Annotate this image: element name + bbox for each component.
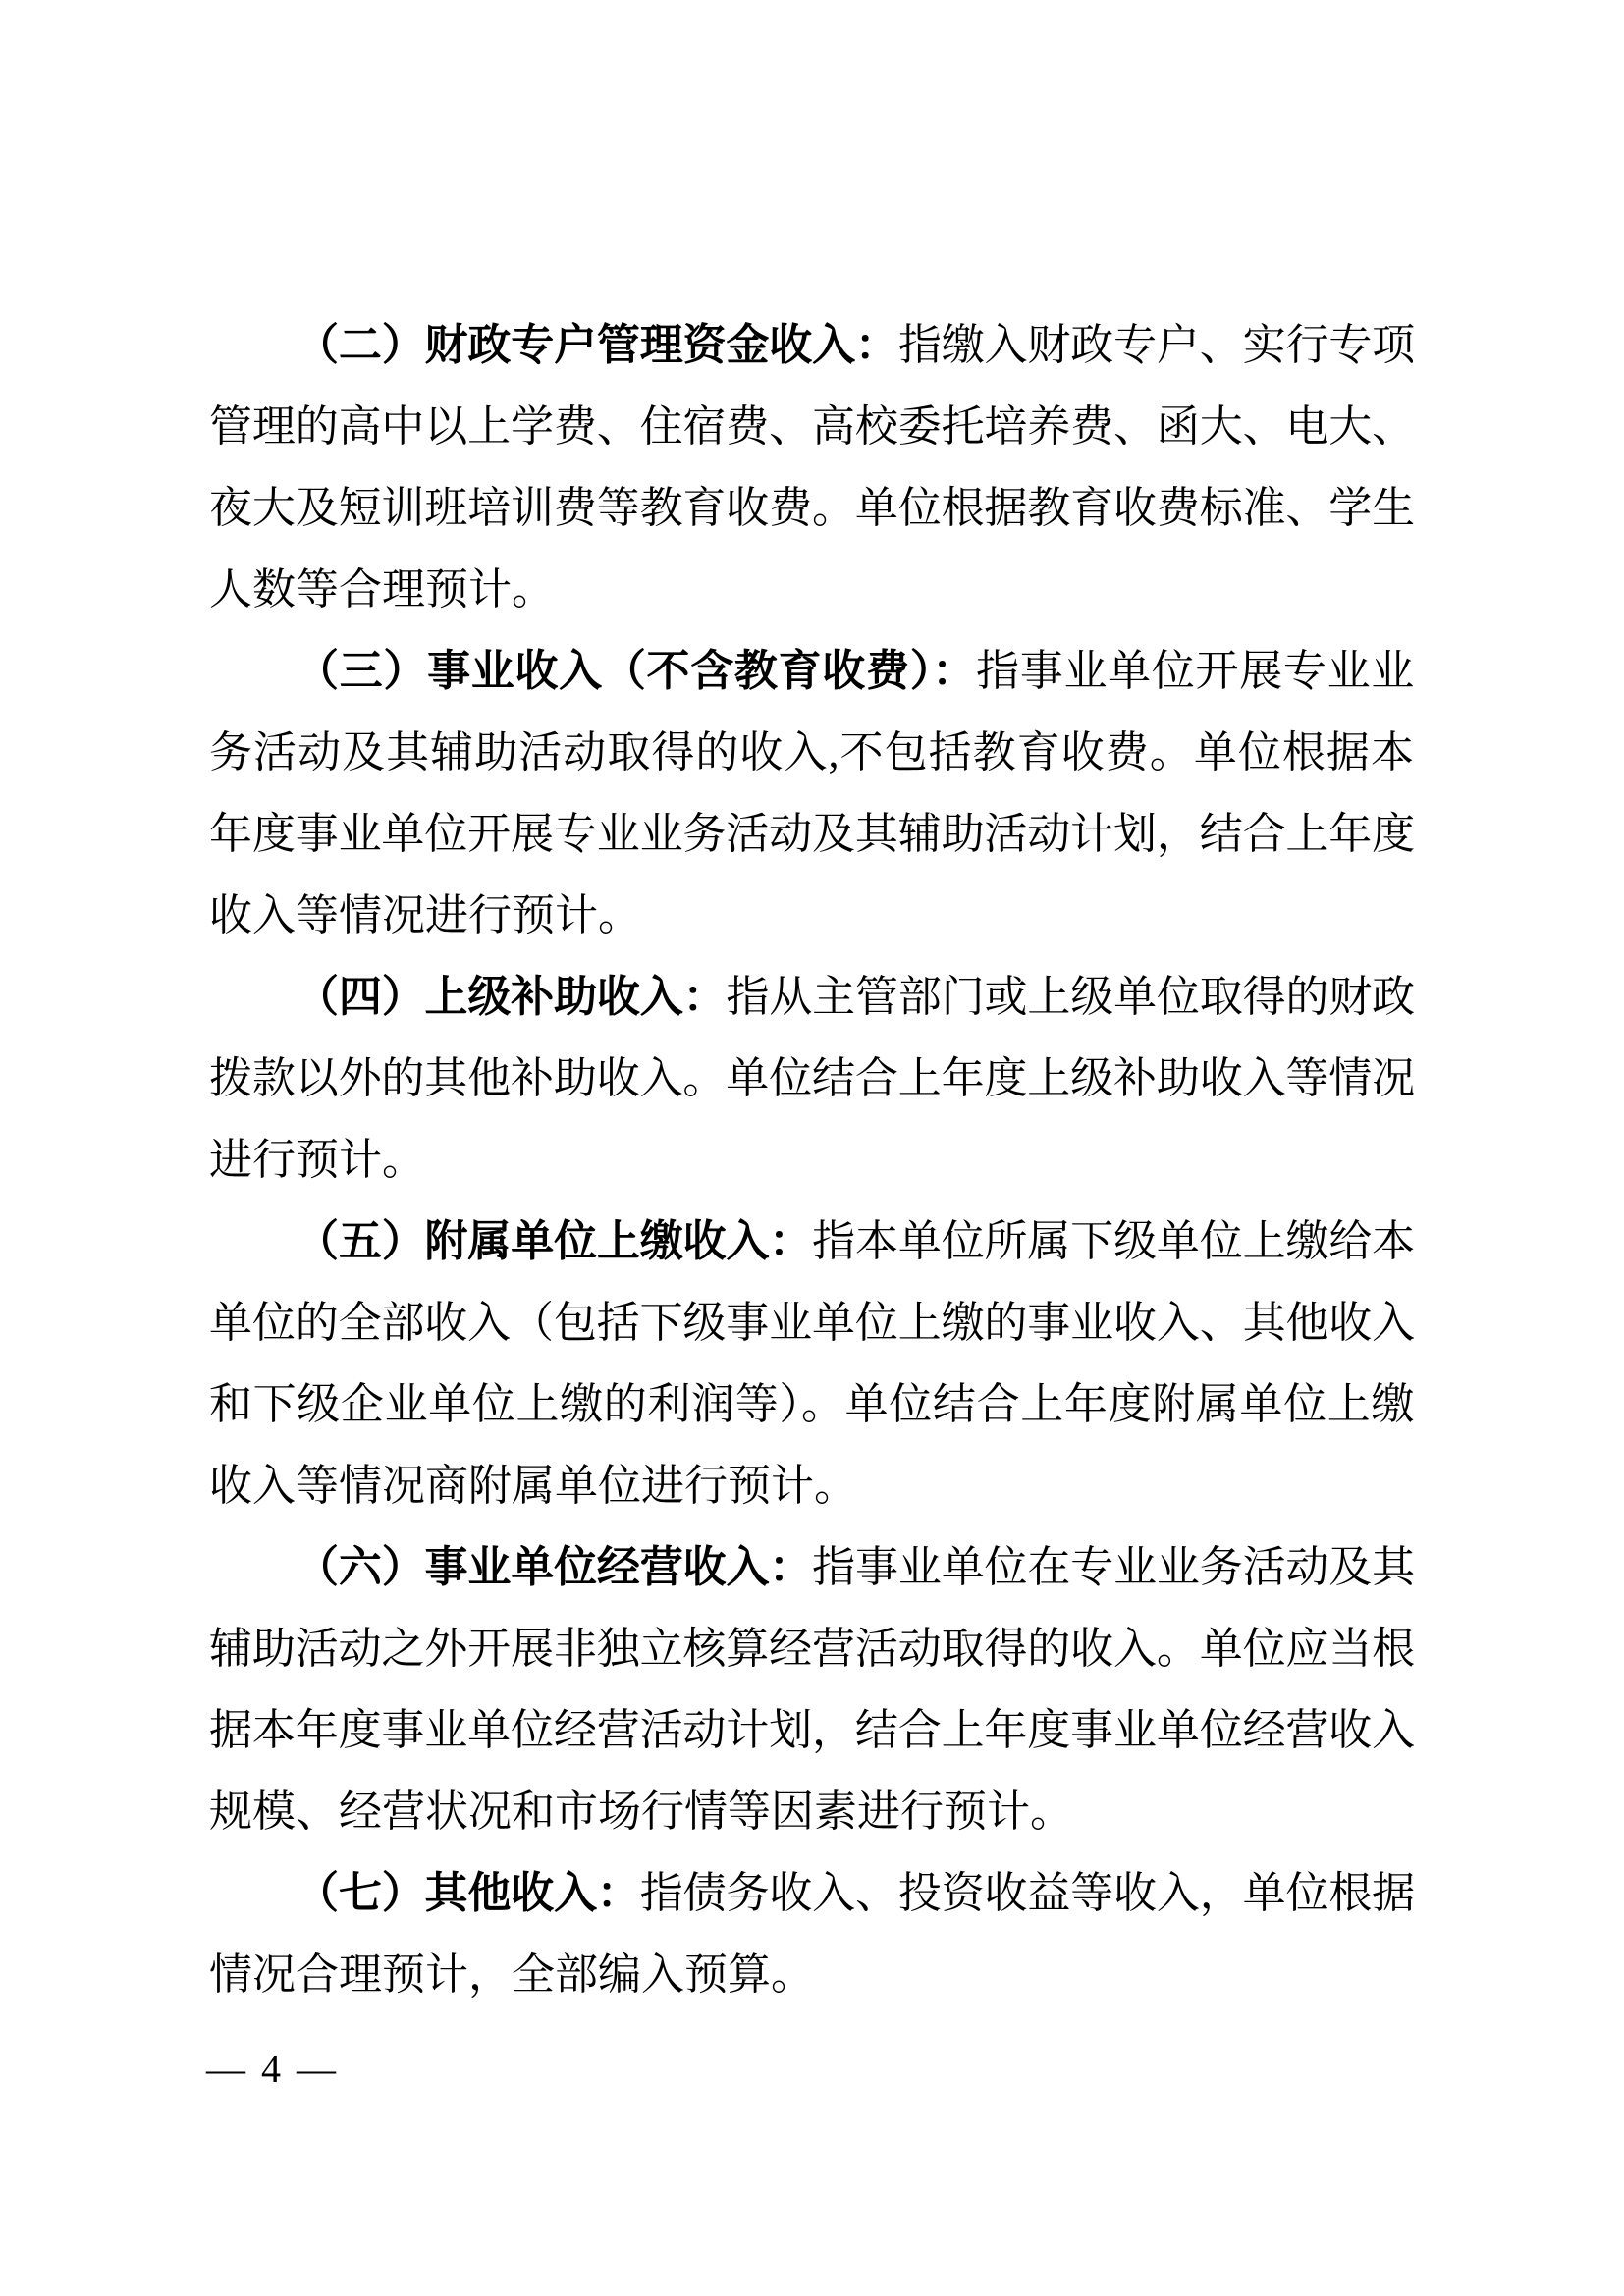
text-line	[209, 1852, 1415, 1934]
text-line	[209, 712, 1415, 793]
paragraph-text: 年度事业单位开展专业业务活动及其辅助活动计划，结合上年度	[209, 810, 1415, 858]
text-line	[209, 1934, 1415, 2015]
text-line	[209, 1689, 1415, 1771]
paragraph-text: 指事业单位开展专业业	[976, 647, 1416, 695]
text-line	[209, 1201, 1415, 1282]
paragraph-text: 指本单位所属下级单位上缴给本	[812, 1217, 1416, 1265]
text-line-content	[209, 402, 1415, 451]
text-line-content	[209, 1054, 1415, 1102]
paragraph-text: 夜大及短训班培训费等教育收费。单位根据教育收费标准、学生	[209, 484, 1415, 532]
paragraph-lead: （四）上级补助收入：	[296, 973, 727, 1021]
paragraph-lead: （七）其他收入：	[296, 1869, 640, 1917]
paragraph-text: 收入等情况商附属单位进行预计。	[209, 1462, 857, 1510]
paragraph-text: 据本年度事业单位经营活动计划，结合上年度事业单位经营收入	[209, 1706, 1415, 1754]
paragraph-text: 务活动及其辅助活动取得的收入,不包括教育收费。单位根据本	[209, 728, 1415, 776]
paragraph-text: 和下级企业单位上缴的利润等）。单位结合上年度附属单位上缴	[209, 1380, 1415, 1428]
paragraph-lead: （五）附属单位上缴收入：	[296, 1217, 813, 1265]
text-line	[209, 549, 1415, 630]
paragraph-text: 指事业单位在专业业务活动及其	[812, 1543, 1416, 1591]
text-line-content	[209, 1462, 857, 1510]
text-line-content	[209, 565, 555, 614]
text-line-content	[209, 1380, 1415, 1428]
paragraph-text: 规模、经营状况和市场行情等因素进行预计。	[209, 1788, 1073, 1836]
text-line-content	[296, 647, 1415, 695]
paragraph-text: 情况合理预计，全部编入预算。	[209, 1950, 814, 1999]
paragraph-text: 进行预计。	[209, 1136, 425, 1184]
text-line-content	[296, 973, 1415, 1021]
text-line-content	[209, 810, 1415, 858]
paragraph-text: 收入等情况进行预计。	[209, 891, 641, 939]
paragraph-text: 单位的全部收入（包括下级事业单位上缴的事业收入、其他收入	[209, 1299, 1415, 1347]
document-body	[209, 304, 1415, 2015]
text-line	[209, 630, 1415, 712]
text-line-content	[296, 1217, 1415, 1265]
text-line	[209, 1526, 1415, 1608]
paragraph-text: 管理的高中以上学费、住宿费、高校委托培养费、函大、电大、	[209, 402, 1415, 451]
page-number: — 4 —	[206, 2047, 339, 2091]
text-line	[209, 793, 1415, 875]
paragraph-text: 指缴入财政专户、实行专项	[897, 321, 1416, 369]
text-line	[209, 386, 1415, 467]
text-line-content	[296, 1869, 1415, 1917]
text-line-content	[209, 728, 1415, 776]
paragraph-text: 指从主管部门或上级单位取得的财政	[726, 973, 1416, 1021]
text-line-content	[209, 1706, 1415, 1754]
text-line	[209, 1445, 1415, 1526]
paragraph-text: 指债务收入、投资收益等收入，单位根据	[639, 1869, 1416, 1917]
text-line-content	[209, 1136, 425, 1184]
paragraph-text: 拨款以外的其他补助收入。单位结合上年度上级补助收入等情况	[209, 1054, 1415, 1102]
text-line-content	[209, 1788, 1073, 1836]
text-line	[209, 1119, 1415, 1201]
text-line-content	[296, 1543, 1415, 1591]
text-line-content	[209, 1625, 1415, 1673]
text-line	[209, 1771, 1415, 1852]
text-line	[209, 1038, 1415, 1119]
paragraph-lead: （二）财政专户管理资金收入：	[296, 321, 898, 369]
text-line-content	[209, 891, 641, 939]
text-line-content	[209, 1299, 1415, 1347]
text-line	[209, 1363, 1415, 1445]
text-line-content	[209, 1950, 814, 1999]
paragraph-lead: （六）事业单位经营收入：	[296, 1543, 813, 1591]
text-line-content	[296, 321, 1415, 369]
paragraph-text: 人数等合理预计。	[209, 565, 555, 614]
paragraph-lead: （三）事业收入（不含教育收费）：	[296, 647, 977, 695]
text-line	[209, 304, 1415, 386]
text-line	[209, 1282, 1415, 1363]
text-line	[209, 1608, 1415, 1689]
text-line	[209, 875, 1415, 956]
text-line	[209, 467, 1415, 549]
paragraph-text: 辅助活动之外开展非独立核算经营活动取得的收入。单位应当根	[209, 1625, 1415, 1673]
text-line-content	[209, 484, 1415, 532]
text-line	[209, 956, 1415, 1038]
